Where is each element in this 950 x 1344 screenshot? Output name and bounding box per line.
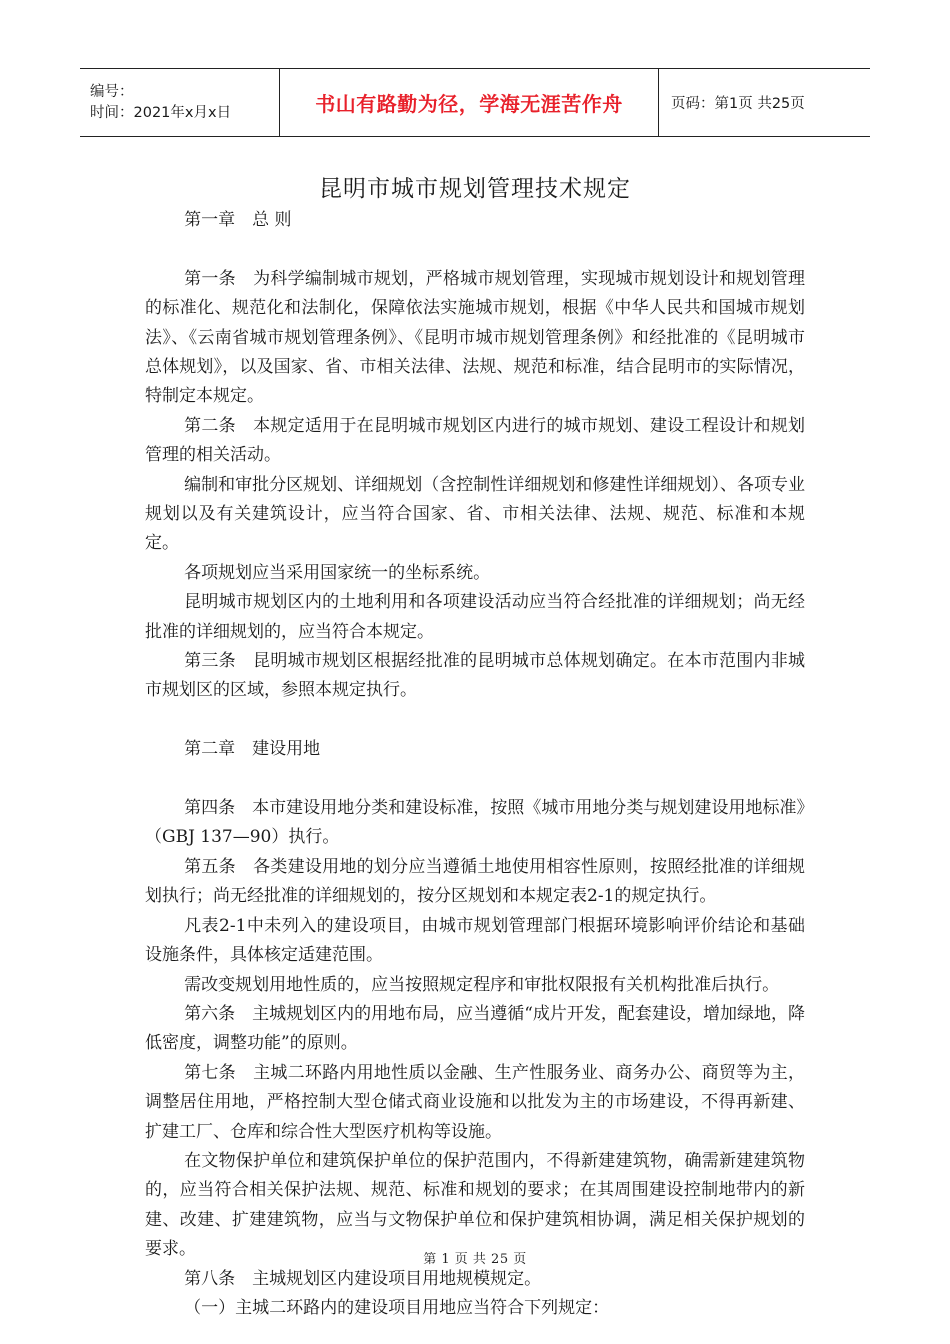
paragraph: 各项规划应当采用国家统一的坐标系统。	[184, 562, 491, 583]
chapter-heading: 第一章 总 则	[184, 210, 292, 230]
paragraph: 昆明城市规划区内的土地利用和各项建设活动应当符合经批准的详细规划；尚无经批准的详细规划的，应当符合本规定。	[145, 592, 805, 642]
paragraph: 第五条 各类建设用地的划分应当遵循土地使用相容性原则，按照经批准的详细规划执行；尚无经批准的详细规划的，按分区规划和本规定表2-1的规定执行。	[145, 856, 805, 907]
header-page-cell	[659, 69, 870, 136]
paragraph: 在文物保护单位和建筑保护单位的保护范围内，不得新建建筑物，确需新建建筑物的，应当符合相关保护法规、规范、标准和规划的要求；在其周围建设控制地带内的新建、改建、扩建建筑物，应当与文物保护单位和保护建筑相协调，满足相关保护规划的要求。	[145, 1150, 805, 1260]
spacer	[145, 765, 805, 794]
paragraph: 第四条 本市建设用地分类和建设标准，按照《城市用地分类与规划建设用地标准》（GBJ 137—90）执行。	[145, 798, 805, 848]
document-body	[145, 206, 805, 1323]
header-meta	[80, 69, 280, 136]
paragraph: （一）主城二环路内的建设项目用地应当符合下列规定：	[184, 1297, 610, 1318]
spacer	[145, 706, 805, 735]
paragraph: 第八条 主城规划区内建设项目用地规模规定。	[184, 1268, 542, 1289]
page-footer: 第 1 页 共 25 页	[423, 1252, 527, 1267]
page-label: 页码：第1页 共25页	[671, 96, 805, 112]
paragraph: 第二条 本规定适用于在昆明城市规划区内进行的城市规划、建设工程设计和规划管理的相关活动。	[145, 415, 805, 466]
paragraph: 凡表2-1中未列入的建设项目，由城市规划管理部门根据环境影响评价结论和基础设施条件，具体核定适建范围。	[145, 915, 805, 966]
paragraph: 需改变规划用地性质的，应当按照规定程序和审批权限报有关机构批准后执行。	[184, 974, 780, 995]
paragraph: 第七条 主城二环路内用地性质以金融、生产性服务业、商务办公、商贸等为主，调整居住用地，严格控制大型仓储式商业设施和以批发为主的市场建设，不得再新建、扩建工厂、仓库和综合性大型医疗机构等设施。	[145, 1062, 805, 1142]
time-label: 时间：2021年x月x日	[90, 104, 232, 121]
spacer	[145, 235, 805, 264]
paragraph: 第六条 主城规划区内的用地布局，应当遵循“成片开发，配套建设，增加绿地，降低密度，调整功能”的原则。	[145, 1003, 805, 1054]
paragraph: 第一条 为科学编制城市规划，严格城市规划管理，实现城市规划设计和规划管理的标准化、规范化和法制化，保障依法实施城市规划，根据《中华人民共和国城市规划法》、《云南省城市规划管理条例》、《昆明市城市规划管理条例》和经批准的《昆明城市总体规划》，以及国家、省、市相关法律、法规、规范和标准，结合昆明市的实际情况，特制定本规定。	[145, 268, 805, 407]
header-motto: 书山有路勤为径，学海无涯苦作舟	[315, 92, 623, 116]
document-header	[80, 68, 870, 137]
number-label: 编号：	[90, 83, 134, 100]
chapter-heading: 第二章 建设用地	[184, 739, 321, 760]
document-title: 昆明市城市规划管理技术规定	[319, 176, 631, 202]
paragraph: 第三条 昆明城市规划区根据经批准的昆明城市总体规划确定。在本市范围内非城市规划区的区域，参照本规定执行。	[145, 651, 805, 701]
header-motto-cell	[280, 69, 659, 136]
paragraph: 编制和审批分区规划、详细规划（含控制性详细规划和修建性详细规划）、各项专业规划以及有关建筑设计，应当符合国家、省、市相关法律、法规、规范、标准和本规定。	[145, 474, 805, 554]
